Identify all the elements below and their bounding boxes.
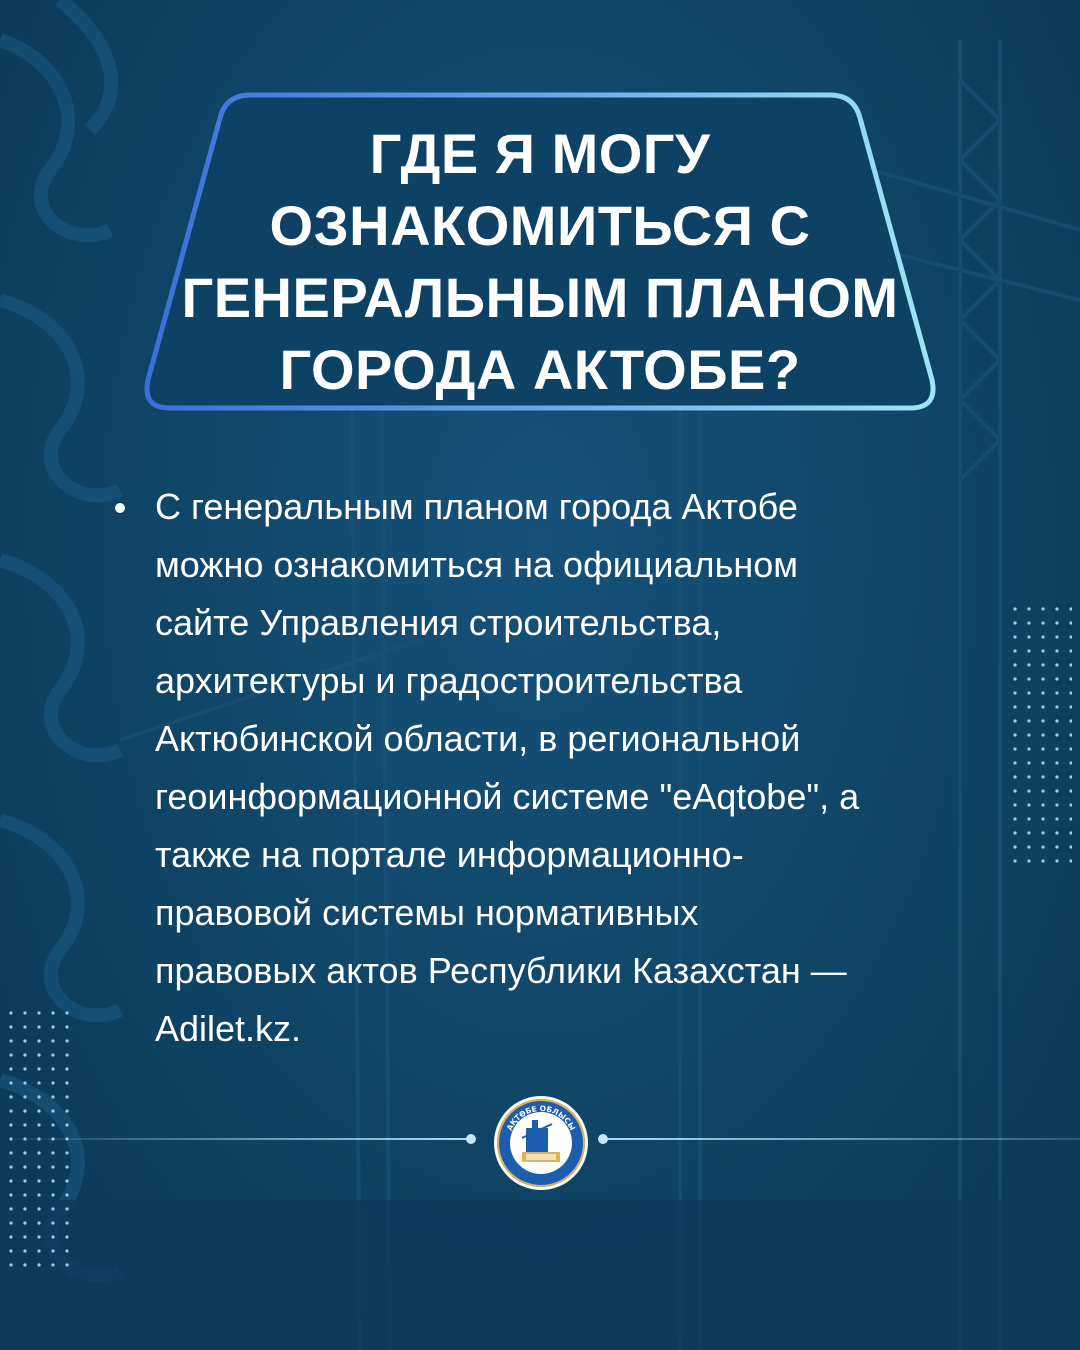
divider-dot-left xyxy=(466,1134,476,1144)
answer-list xyxy=(155,478,985,1058)
dot-grid-right xyxy=(1012,606,1072,866)
answer-item xyxy=(155,478,985,1058)
answer-line: Adilet.kz. xyxy=(155,1008,302,1049)
title-line: ОЗНАКОМИТЬСЯ С xyxy=(269,194,811,257)
divider-left xyxy=(0,1138,470,1140)
divider-dot-right xyxy=(598,1134,608,1144)
answer-line: С генеральным планом города Актобе xyxy=(155,486,798,527)
page-title xyxy=(180,118,900,406)
answer-line: также на портале информационно- xyxy=(155,834,744,875)
divider-right xyxy=(606,1138,1080,1140)
emblem-ring-text: АҚТӨБЕ ОБЛЫСЫ xyxy=(504,1103,578,1132)
bullet-icon xyxy=(115,503,125,513)
answer-line: геоинформационной системе "eAqtobe", а xyxy=(155,776,860,817)
answer-line: можно ознакомиться на официальном xyxy=(155,544,798,585)
skyline xyxy=(0,1200,1080,1350)
answer-line: сайте Управления строительства, xyxy=(155,602,722,643)
dot-grid-left xyxy=(8,1010,72,1272)
answer-line: архитектуры и градостроительства xyxy=(155,660,743,701)
answer-line: Актюбинской области, в региональной xyxy=(155,718,801,759)
title-line: ГДЕ Я МОГУ xyxy=(369,122,711,185)
answer-line: правовой системы нормативных xyxy=(155,892,699,933)
title-line: ГЕНЕРАЛЬНЫМ ПЛАНОМ xyxy=(181,266,899,329)
regional-emblem-icon xyxy=(492,1094,590,1192)
answer-line: правовых актов Республики Казахстан — xyxy=(155,950,847,991)
title-line: ГОРОДА АКТОБЕ? xyxy=(279,338,801,401)
